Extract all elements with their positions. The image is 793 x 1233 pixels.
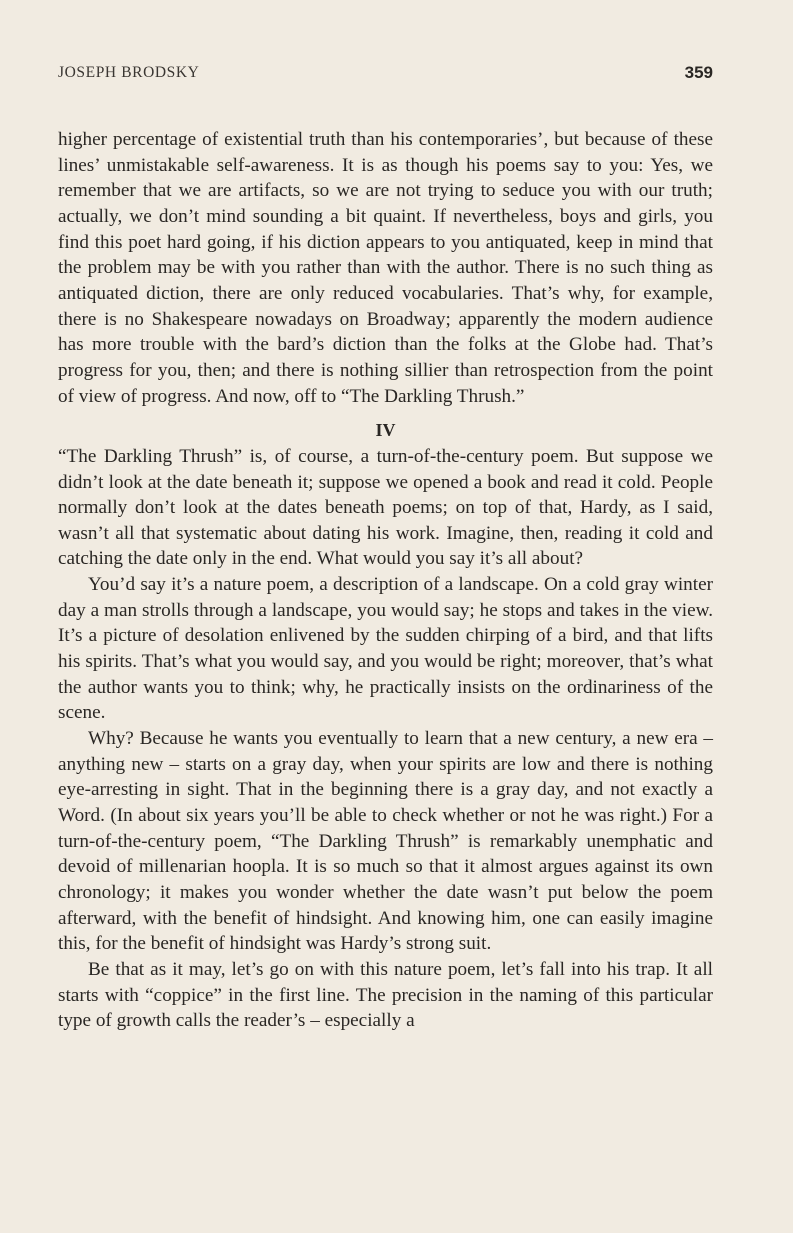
body-text xyxy=(58,127,713,1034)
paragraph-1: higher percentage of existential truth than his contemporaries’, but because of these lines’ unmistakable self-awareness. It is as though his poems say to you: Yes, we remember that we are artifacts, so we are not trying to seduce you with our truth; actually, we don’t mind sounding a bit quaint. If nevertheless, boys and girls, you find this poet hard going, if his diction appears to you antiquated, keep in mind that the problem may be with you rather than with the author. There is no such thing as antiquated diction, there are only reduced vocabularies. That’s why, for example, there is no Shakespeare nowadays on Broadway; apparently the modern audience has more trouble with the bard’s diction than the folks at the Globe had. That’s progress for you, then; and there is nothing sillier than retrospection from the point of view of progress. And now, off to “The Darkling Thrush.” xyxy=(58,129,713,407)
paragraph-2: “The Darkling Thrush” is, of course, a turn-of-the-century poem. But suppose we didn’t look at the date beneath it; suppose we opened a book and read it cold. People normally don’t look at the dates beneath poems; on top of that, Hardy, as I said, wasn’t all that systematic about dating his work. Imagine, then, reading it cold and catching the date only in the end. What would you say it’s all about? xyxy=(58,445,713,570)
running-head-author: JOSEPH BRODSKY xyxy=(58,64,200,81)
paragraph-5: Be that as it may, let’s go on with this nature poem, let’s fall into his trap. It all starts with “coppice” in the first line. The precision in the naming of this particular type of growth calls the reader’s – especially a xyxy=(58,958,713,1032)
page-number: 359 xyxy=(684,63,713,82)
paragraph-4: Why? Because he wants you eventually to learn that a new century, a new era – anything new – starts on a gray day, when your spirits are low and there is nothing eye-arresting in sight. That in the beginning there is a gray day, and not exactly a Word. (In about six years you’ll be able to check whether or not he was right.) For a turn-of-the-century poem, “The Darkling Thrush” is remarkably unemphatic and devoid of millenarian hoopla. It is so much so that it almost argues against its own chronology; it makes you wonder whether the date wasn’t put below the poem afterward, with the benefit of hindsight. And knowing him, one can easily imagine this, for the benefit of hindsight was Hardy’s strong suit. xyxy=(58,728,713,955)
running-head xyxy=(58,64,713,88)
paragraph-3: You’d say it’s a nature poem, a description of a landscape. On a cold gray winter day a man strolls through a landscape, you would say; he stops and takes in the view. It’s a picture of desolation enlivened by the sudden chirping of a bird, and that lifts his spirits. That’s what you would say, and you would be right; moreover, that’s what the author wants you to think; why, he practically insists on the ordinariness of the scene. xyxy=(58,574,713,724)
section-heading: IV xyxy=(375,420,396,441)
